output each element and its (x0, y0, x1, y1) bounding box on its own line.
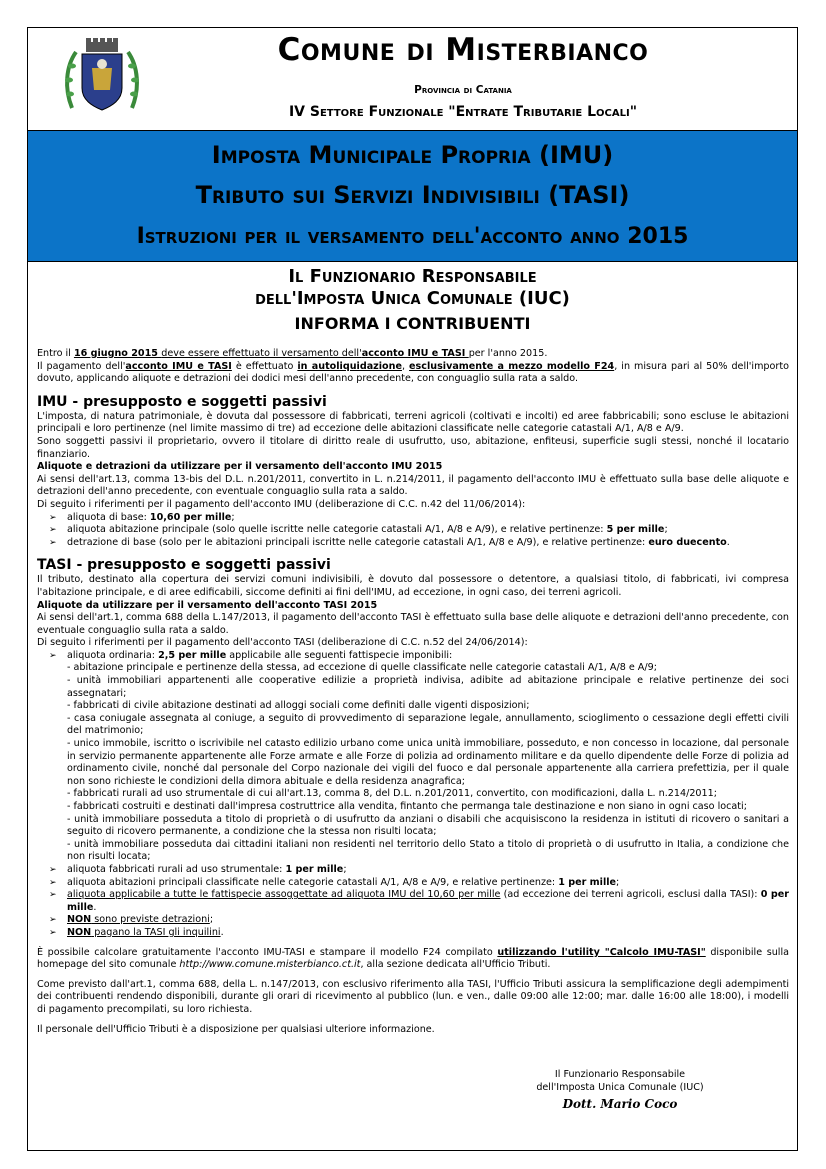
case-item: - unico immobile, iscritto o iscrivibile nel catasto edilizio urbano come unica unità immobiliare, posseduto, e non concesso in locazione, dal personale in servizio permanente appartenente alle Forze armate e alle Forze di polizia ad ordinamento militare e da quello dipendente delle Forze di polizia ad ordinamento civile, nonché dal personale del Corpo nazionale dei vigili del fuoco e dal personale appartenente alla carriera prefettizia, per il quale non sono richieste le condizioni della dimora abituale e della residenza anagrafica; (67, 738, 789, 787)
case-item: - unità immobiliare posseduta dai cittadini italiani non residenti nel territorio dello Stato a titolo di proprietà o di usufrutto in Italia, a condizione che non risulti locata; (67, 838, 789, 863)
signature-block (470, 1068, 770, 1111)
footer-paragraph-3: Il personale dell'Ufficio Tributi è a disposizione per qualsiasi ulteriore informazione. (37, 1023, 435, 1035)
tasi-paragraph-1: Il tributo, destinato alla copertura dei servizi comuni indivisibili, è dovuto dal possessore o detentore, a qualsiasi titolo, di fabbricati, ivi compresa l'abitazione principale, e di aree edificabili, siccome definiti ai fini dell'IMU, ad eccezione, in ogni caso, dei terreni agricoli. (37, 574, 789, 598)
tasi-section-title: TASI - presupposto e soggetti passivi (37, 557, 331, 574)
case-item: - unità immobiliari appartenenti alle cooperative edilizie a proprietà indivisa, adibite ad abitazione principale e relative pertinenze dei soci assegnatari; (67, 675, 789, 699)
intro-paragraph-2: Il pagamento dell'acconto IMU e TASI è effettuato in autoliquidazione, esclusivamente a mezzo modello F24, in misura pari al 50% dell'importo dovuto, applicando aliquote e detrazioni dei dodici mesi dell'anno precedente, con conguaglio sulla rata a saldo. (37, 360, 789, 385)
banner-instructions-title: Istruzioni per il versamento dell'acconto anno 2015 (136, 224, 689, 249)
list-item: ➢ NON pagano la TASI gli inquilini. (49, 927, 789, 940)
list-item: ➢ aliquota di base: 10,60 per mille; (49, 512, 789, 525)
list-item: ➢ aliquota ordinaria: 2,5 per mille applicabile alle seguenti fattispecie imponibili: - abitazione principale e pertinenze della stessa, ad eccezione di quelle classificate nelle categorie catastali A/1, A/8 e A/9; - unità immobiliari appartenenti alle cooperative edilizie a proprietà indivisa, adibite ad abitazione principale e relative pertinenze dei soci assegnatari; - fabbricati di civile abitazione destinati ad alloggi sociali come definiti dalle vigenti disposizioni; - casa coniugale assegnata al coniuge, a seguito di provvedimento di separazione legale, annullamento, scioglimento o cessazione degli effetti civili del matrimonio; - unico immobile, iscritto o iscrivibile nel catasto edilizio urbano come unica unità immobiliare, posseduto, e non concesso in locazione, dal personale in servizio permanente appartenente alle Forze armate e alle Forze di polizia ad ordinamento militare e da quello dipendente delle Forze di polizia ad ordinamento civile, nonché dal personale del Corpo nazionale dei vigili del fuoco e dal personale appartenente alla carriera prefettizia, per il quale non sono richieste le condizioni della dimora abituale e della residenza anagrafica; - fabbricati rurali ad uso strumentale di cui all'art.13, comma 8, del D.L. n.201/2011, convertito, con modificazioni, dalla L. n.214/2011; - fabbricati costruiti e destinati dall'impresa costruttrice alla vendita, fintanto che permanga tale destinazione e non siano in ogni caso locati; - unità immobiliare posseduta a titolo di proprietà o di usufrutto da anziani o disabili che acquisiscono la residenza in istituti di ricovero o sanitari a seguito di ricovero permanente, a condizione che la stessa non risulti locata; - unità immobiliare posseduta dai cittadini italiani non residenti nel territorio dello Stato a titolo di proprietà o di usufrutto in Italia, a condizione che non risulti locata; (49, 650, 789, 864)
official-role: Il Funzionario Responsabile (288, 266, 537, 287)
sector-label: IV Settore Funzionale "Entrate Tributarie Locali" (288, 104, 638, 120)
province-label: Provincia di Catania (414, 84, 512, 96)
imu-rates-subtitle: Aliquote e detrazioni da utilizzare per il versamento dell'acconto IMU 2015 (37, 461, 443, 473)
imu-paragraph-4: Di seguito i riferimenti per il pagamento dell'acconto IMU (deliberazione di C.C. n.42 del 11/06/2014): (37, 498, 526, 510)
list-item: ➢ aliquota applicabile a tutte le fattispecie assoggettate ad aliquota IMU del 10,60 per mille (ad eccezione dei terreni agricoli, esclusi dalla TASI): 0 per mille. (49, 889, 789, 914)
tasi-rates-list (37, 650, 789, 940)
intro-paragraph-1: Entro il 16 giugno 2015 deve essere effettuato il versamento dell'acconto IMU e TASI per l'anno 2015. (37, 348, 548, 359)
municipality-title: Comune di Misterbianco (277, 32, 649, 68)
imu-paragraph-2: Sono soggetti passivi il proprietario, ovvero il titolare di diritto reale di usufrutto, uso, abitazione, enfiteusi, superficie sugli stessi, nonché il locatario finanziario. (37, 435, 789, 460)
title-banner (28, 130, 797, 262)
tasi-paragraph-2: Ai sensi dell'art.1, comma 688 della L.147/2013, il pagamento dell'acconto TASI è effettuato sulla base delle aliquote e detrazioni dell'anno precedente, con eventuale conguaglio sulla rata a saldo. (37, 612, 789, 636)
imu-paragraph-1: L'imposta, di natura patrimoniale, è dovuta dal possessore di fabbricati, terreni agricoli (coltivati e incolti) ed aree fabbricabili; sono escluse le abitazioni principali e loro pertinenze (nel limite massimo di tre) ad eccezione delle abitazioni classificate nelle categorie catastali A/1, A/8 e A/9. (37, 410, 789, 435)
footer-paragraph-2: Come previsto dall'art.1, comma 688, della L. n.147/2013, con esclusivo riferimento alla TASI, l'Ufficio Tributi assicura la semplificazione degli adempimenti dei contribuenti rendendo disponibili, durante gli orari di ricevimento al pubblico (lun. e ven., dalle 09:00 alle 12:00; mar. dalle 16:00 alle 18:00), i modelli di pagamento precompilati, su loro richiesta. (37, 978, 789, 1015)
imu-section-title: IMU - presupposto e soggetti passivi (37, 393, 327, 410)
header (28, 28, 797, 128)
case-item: - fabbricati di civile abitazione destinati ad alloggi sociali come definiti dalle vigenti disposizioni; (67, 700, 530, 712)
official-heading (28, 266, 797, 338)
notice-body (37, 348, 789, 1036)
official-department: dell'Imposta Unica Comunale (IUC) (255, 288, 570, 309)
inform-heading: INFORMA I CONTRIBUENTI (294, 314, 531, 333)
website-link[interactable]: http://www.comune.misterbianco.ct.it (179, 959, 361, 971)
case-item: - fabbricati costruiti e destinati dall'impresa costruttrice alla vendita, fintanto che permanga tale destinazione e non siano in ogni caso locati; (67, 801, 747, 812)
signature-department: dell'Imposta Unica Comunale (IUC) (536, 1082, 704, 1093)
imu-rates-list (37, 512, 789, 550)
signature-role: Il Funzionario Responsabile (554, 1069, 686, 1080)
case-item: - casa coniugale assegnata al coniuge, a seguito di provvedimento di separazione legale, annullamento, scioglimento o cessazione degli effetti civili del matrimonio; (67, 712, 789, 737)
case-item: - fabbricati rurali ad uso strumentale di cui all'art.13, comma 8, del D.L. n.201/2011, convertito, con modificazioni, dalla L. n.214/2011; (67, 788, 717, 800)
case-item: - unità immobiliare posseduta a titolo di proprietà o di usufrutto da anziani o disabili che acquisiscono la residenza in istituti di ricovero o sanitari a seguito di ricovero permanente, a condizione che la stessa non risulti locata; (67, 813, 789, 838)
banner-imu-title: Imposta Municipale Propria (IMU) (211, 141, 614, 169)
list-item: ➢ aliquota abitazioni principali classificate nelle categorie catastali A/1, A/8 e A/9, e relative pertinenze: 1 per mille; (49, 877, 789, 890)
signature-name: Dott. Mario Coco (562, 1097, 678, 1111)
imu-paragraph-3: Ai sensi dell'art.13, comma 13-bis del D.L. n.201/2011, convertito in L. n.214/2011, il pagamento dell'acconto IMU è effettuato sulla base delle aliquote e detrazioni dell'anno precedente, con eventuale conguaglio sulla rata a saldo. (37, 473, 789, 498)
tasi-cases-list (67, 662, 789, 864)
banner-tasi-title: Tributo sui Servizi Indivisibili (TASI) (195, 181, 630, 209)
list-item: ➢ aliquota fabbricati rurali ad uso strumentale: 1 per mille; (49, 864, 789, 877)
tasi-rates-subtitle: Aliquote da utilizzare per il versamento dell'acconto TASI 2015 (37, 599, 378, 611)
municipal-crest-icon (62, 38, 142, 114)
case-item: - abitazione principale e pertinenze della stessa, ad eccezione di quelle classificate nelle categorie catastali A/1, A/8 e A/9; (67, 662, 657, 674)
footer-paragraph-1: È possibile calcolare gratuitamente l'acconto IMU-TASI e stampare il modello F24 compilato utilizzando l'utility "Calcolo IMU-TASI" disponibile sulla homepage del sito comunale http://www.comune.misterbianco.ct.it, alla sezione dedicata all'Ufficio Tributi. (37, 946, 789, 971)
tasi-paragraph-3: Di seguito i riferimenti per il pagamento dell'acconto TASI (deliberazione di C.C. n.52 del 24/06/2014): (37, 637, 528, 649)
list-item: ➢ aliquota abitazione principale (solo quelle iscritte nelle categorie catastali A/1, A/8 e A/9), e relative pertinenze: 5 per mille; (49, 524, 789, 537)
list-item: ➢ detrazione di base (solo per le abitazioni principali iscritte nelle categorie catastali A/1, A/8 e A/9), e relative pertinenze: euro duecento. (49, 537, 789, 550)
list-item: ➢ NON sono previste detrazioni; (49, 914, 789, 927)
